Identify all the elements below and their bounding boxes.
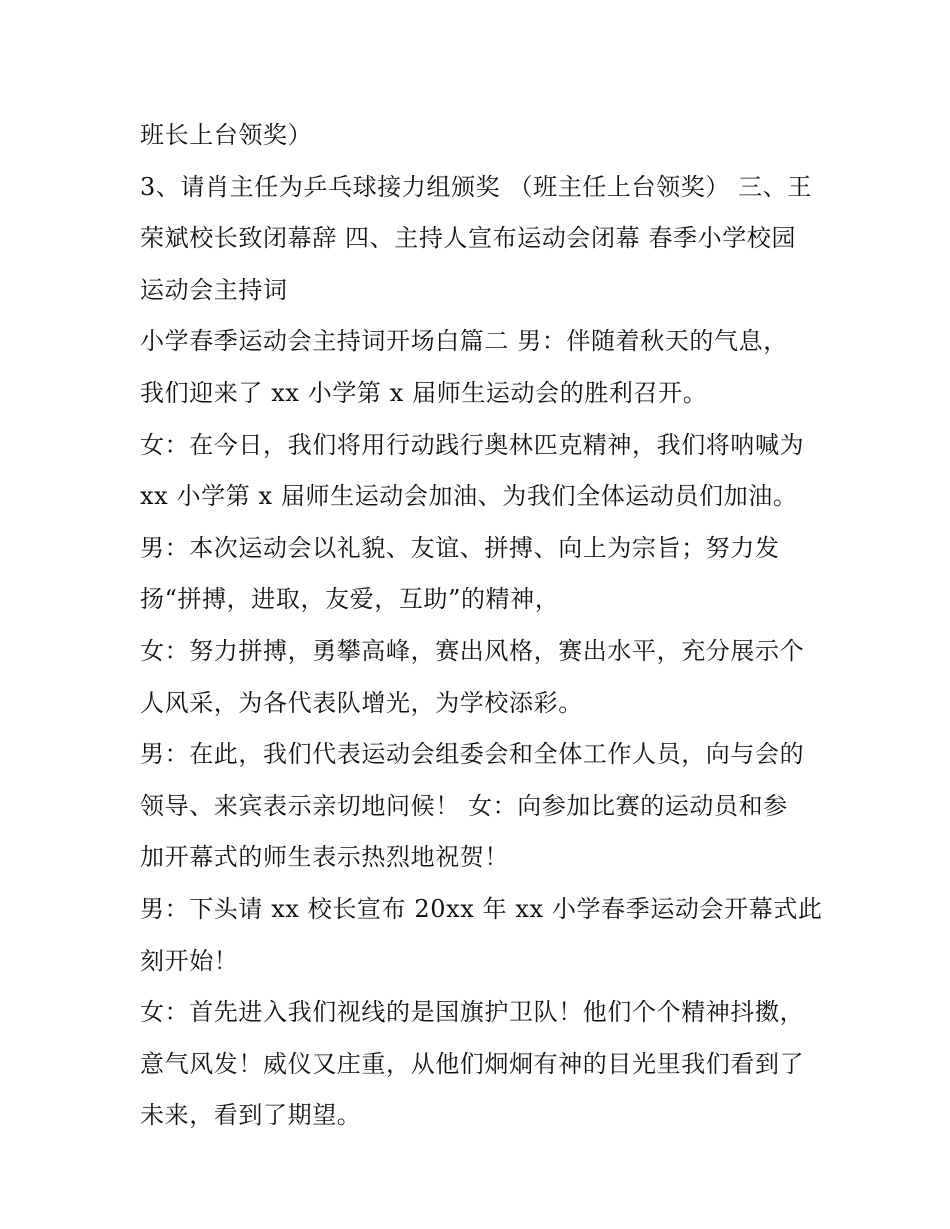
text-line: 运动会主持词 <box>140 275 288 304</box>
text-line: 男：本次运动会以礼貌、友谊、拼搏、向上为宗旨；努力发 <box>140 533 780 562</box>
text-line: 小学春季运动会主持词开场白篇二 男：伴随着秋天的气息， <box>140 327 788 356</box>
text-line: 男：在此，我们代表运动会组委会和全体工作人员，向与会的 <box>140 740 805 769</box>
text-line: 班长上台领奖） <box>140 121 313 149</box>
text-line: 男：下头请 xx 校长宣布 20xx 年 xx 小学春季运动会开幕式此 <box>140 894 823 923</box>
text-line: 加开幕式的师生表示热烈地祝贺！ <box>140 843 509 872</box>
text-line: 女：首先进入我们视线的是国旗护卫队！他们个个精神抖擞， <box>140 998 805 1027</box>
text-line: 女：努力拼搏，勇攀高峰，赛出风格，赛出水平，充分展示个 <box>140 636 805 665</box>
text-line: 意气风发！威仪又庄重，从他们炯炯有神的目光里我们看到了 <box>140 1049 805 1078</box>
text-line: 领导、来宾表示亲切地问候！ 女：向参加比赛的运动员和参 <box>140 791 788 820</box>
text-line: 3、请肖主任为乒乓球接力组颁奖 （班主任上台领奖） 三、王 <box>140 172 812 201</box>
text-line: 人风采，为各代表队增光，为学校添彩。 <box>140 688 583 717</box>
text-line: xx 小学第 x 届师生运动会加油、为我们全体运动员们加油。 <box>140 482 798 511</box>
text-line: 女：在今日，我们将用行动践行奥林匹克精神，我们将呐喊为 <box>140 430 805 459</box>
document-body <box>140 110 823 1142</box>
text-line: 扬“拼搏，进取，友爱，互助”的精神， <box>140 585 560 614</box>
text-line: 荣斌校长致闭幕辞 四、主持人宣布运动会闭幕 春季小学校园 <box>140 224 797 253</box>
text-line: 刻开始！ <box>140 946 239 975</box>
text-line: 未来，看到了期望。 <box>140 1101 362 1130</box>
text-line: 我们迎来了 xx 小学第 x 届师生运动会的胜利召开。 <box>140 378 708 407</box>
